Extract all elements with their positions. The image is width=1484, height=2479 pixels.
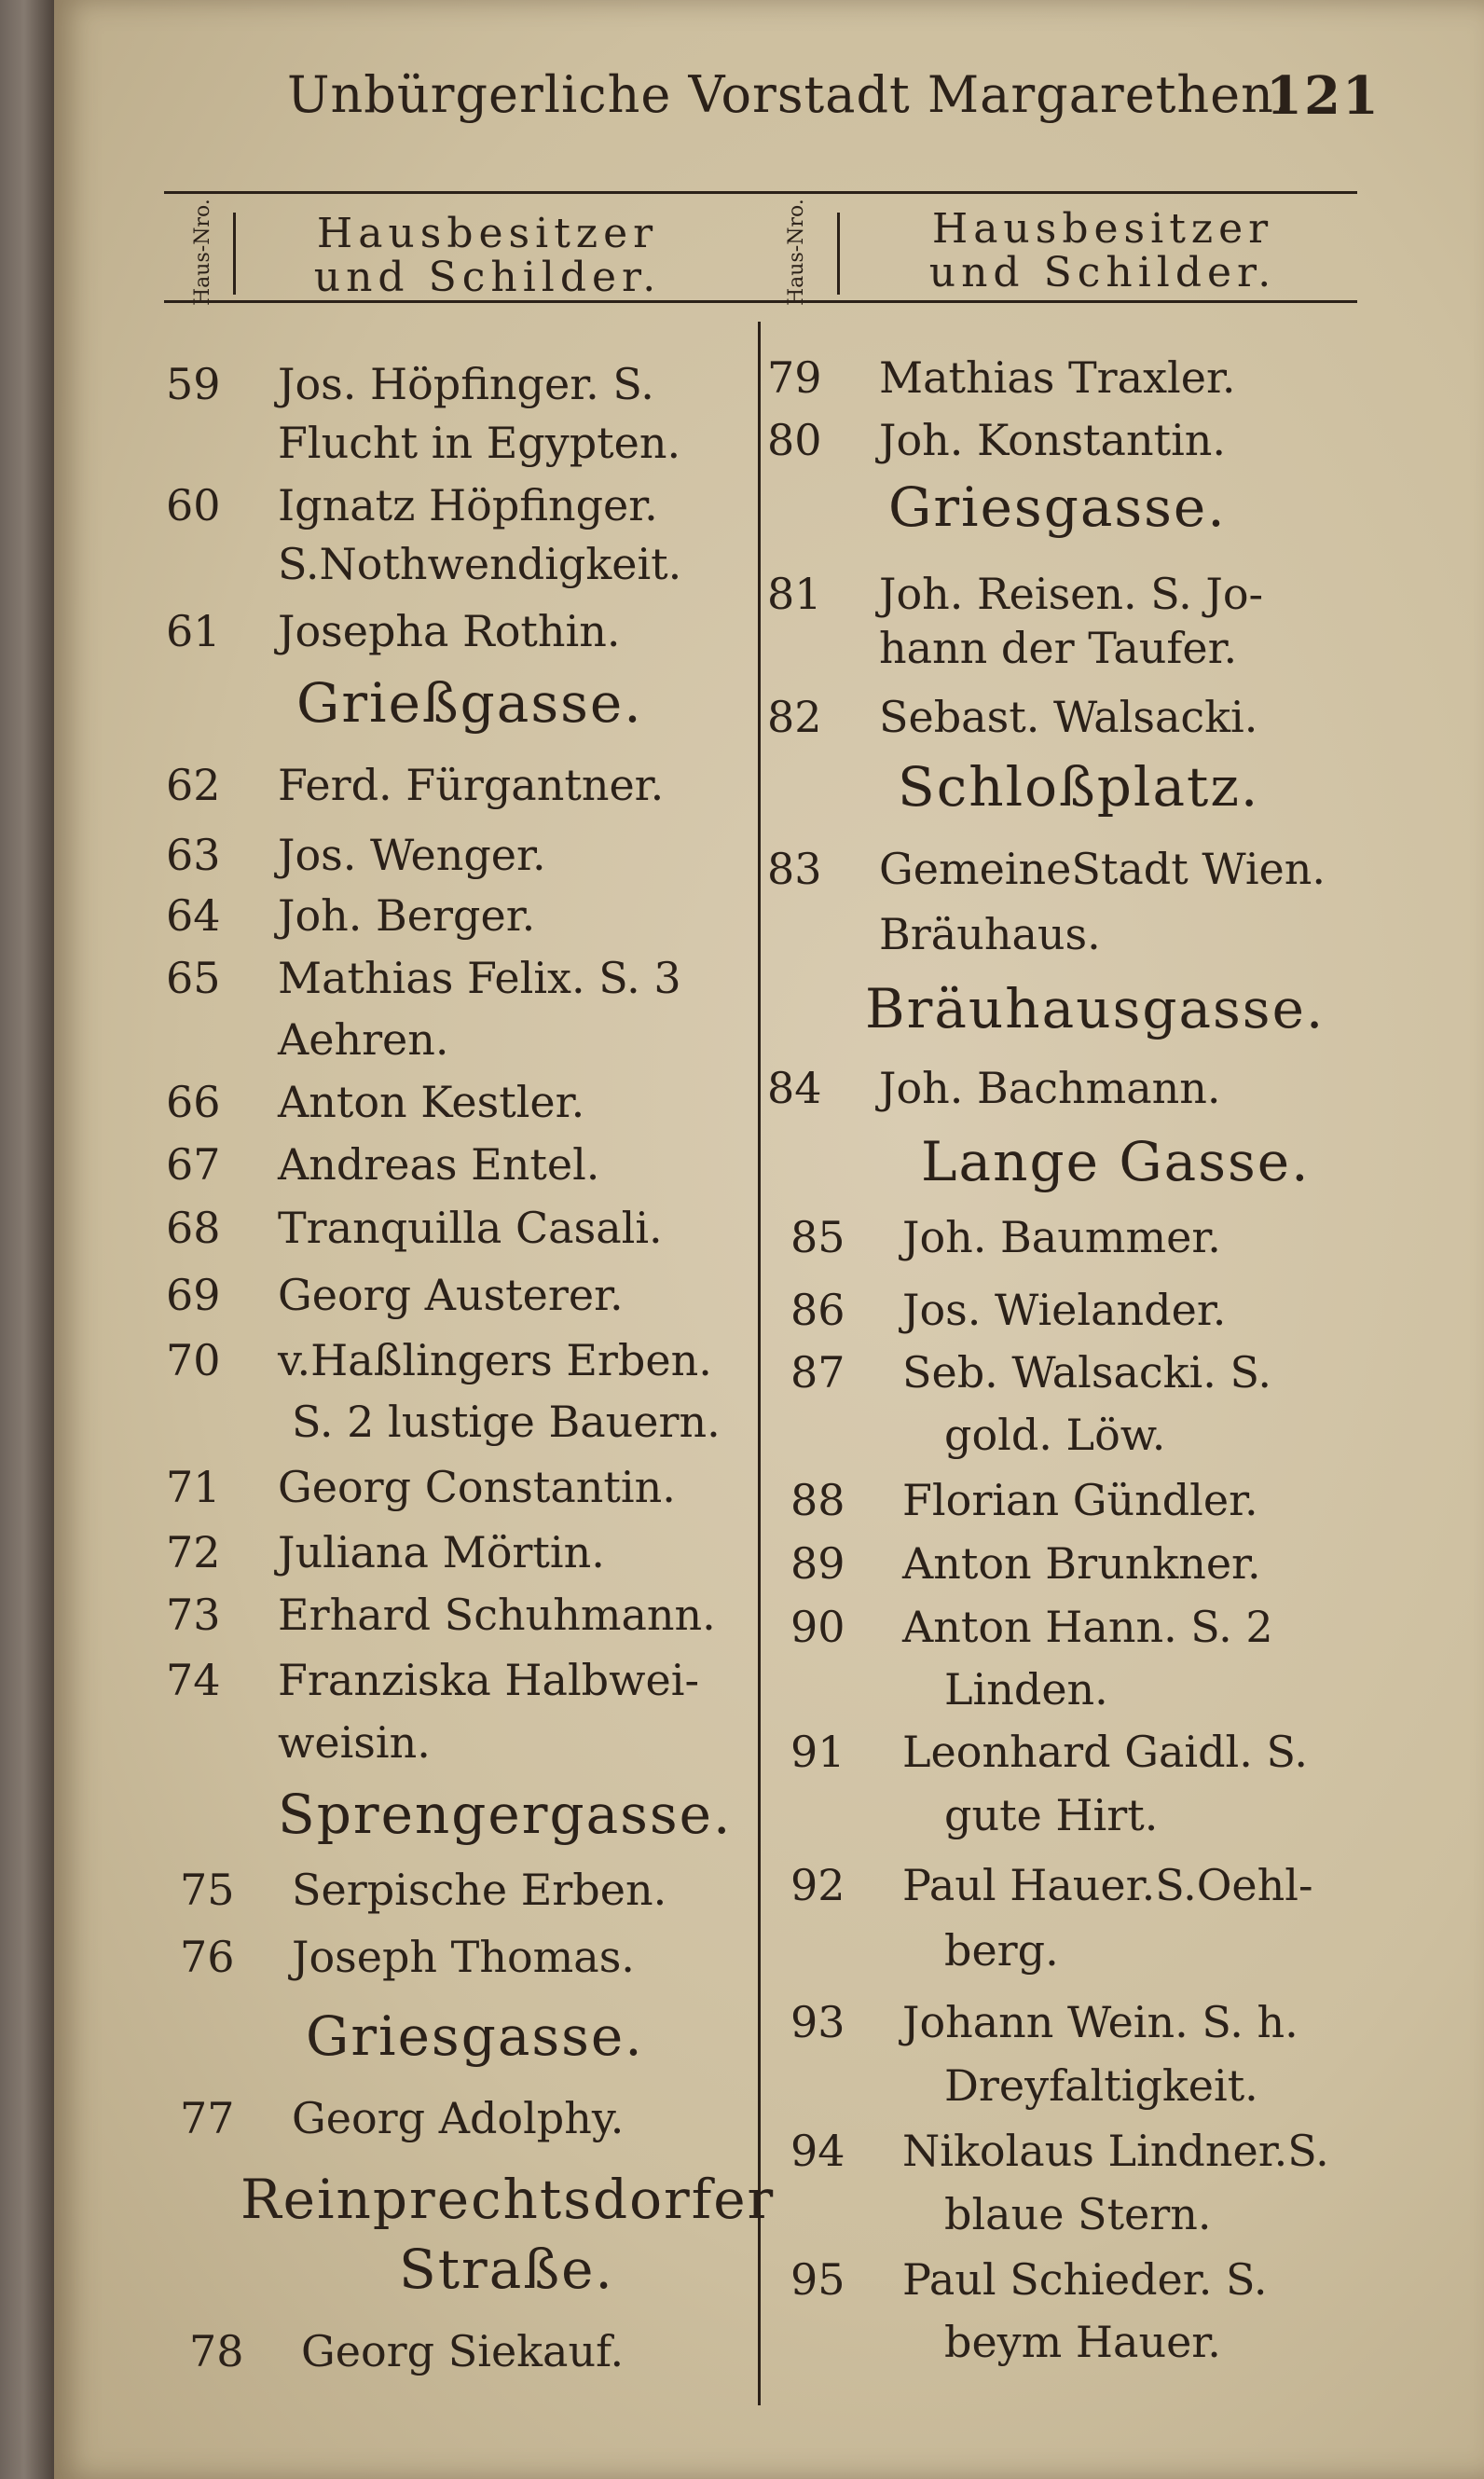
right-num-header: Haus-Nro. [785,199,808,306]
list-item: 80 Joh. Konstantin. [767,415,1227,465]
list-item: 91 Leonhard Gaidl. S. [790,1727,1308,1777]
page-header [287,65,1406,149]
list-item-continuation: Aehren. [278,1014,449,1065]
list-item: 94 Nikolaus Lindner.S. [790,2126,1329,2176]
street-heading: Griesgasse. [306,2004,644,2068]
list-item: 88 Florian Gündler. [790,1475,1258,1525]
left-header-divider [233,213,236,295]
street-heading: Schloßplatz. [898,755,1260,819]
list-item: 85 Joh. Baummer. [790,1212,1221,1262]
column-divider [758,322,761,2405]
list-item: 95 Paul Schieder. S. [790,2254,1268,2305]
book-spine [0,0,54,2479]
list-item: 68 Tranquilla Casali. [166,1203,663,1253]
street-heading: Grießgasse. [296,671,643,735]
running-title: Unbürgerliche Vorstadt Margarethen. [287,65,1292,124]
list-item: 92 Paul Hauer.S.Oehl- [790,1860,1313,1910]
list-item: 79 Mathias Traxler. [767,352,1236,403]
book-page [54,0,1484,2479]
list-item-continuation: S. 2 lustige Bauern. [292,1397,721,1447]
list-item-continuation: Linden. [944,1664,1108,1715]
street-heading: Sprengergasse. [278,1783,733,1846]
list-item: 73 Erhard Schuhmann. [166,1590,716,1640]
list-item: 87 Seb. Walsacki. S. [790,1347,1271,1398]
list-item: 63 Jos. Wenger. [166,830,546,880]
list-item: 86 Jos. Wielander. [790,1285,1227,1335]
list-item: 83 GemeineStadt Wien. [767,844,1326,894]
list-item: 72 Juliana Mörtin. [166,1527,605,1577]
list-item-continuation: Dreyfaltigkeit. [944,2060,1258,2111]
left-owner-header-line1: Hausbesitzer [316,210,659,257]
list-item: 76 Joseph Thomas. [180,1932,635,1982]
list-item: 78 Georg Siekauf. [189,2326,625,2376]
list-item: 82 Sebast. Walsacki. [767,692,1258,742]
list-item: 62 Ferd. Fürgantner. [166,760,665,810]
street-heading: Reinprechtsdorfer [240,2168,776,2231]
list-item-continuation: gold. Löw. [944,1410,1166,1460]
list-item: 70 v.Haßlingers Erben. [166,1335,712,1385]
list-item-continuation: hann der Taufer. [879,623,1238,673]
street-heading: Straße. [399,2238,614,2301]
list-item-continuation: gute Hirt. [944,1790,1159,1840]
list-item: 93 Johann Wein. S. h. [790,1997,1298,2047]
list-item-continuation: beym Hauer. [944,2317,1221,2367]
list-item: 64 Joh. Berger. [166,890,536,941]
page-number: 121 [1266,65,1381,127]
list-item: 69 Georg Austerer. [166,1270,624,1320]
list-item: 74 Franziska Halbwei- [166,1655,699,1705]
list-item: 81 Joh. Reisen. S. Jo- [767,569,1264,619]
street-heading: Lange Gasse. [921,1130,1311,1193]
list-item-continuation: weisin. [278,1717,431,1768]
list-item: 90 Anton Hann. S. 2 [790,1602,1273,1652]
list-item: 84 Joh. Bachmann. [767,1063,1221,1113]
list-item-continuation: S.Nothwendigkeit. [278,539,682,589]
list-item-continuation: Flucht in Egypten. [278,418,681,468]
list-item: 59 Jos. Höpfinger. S. [166,359,654,409]
list-item: 89 Anton Brunkner. [790,1538,1261,1589]
list-item: 75 Serpische Erben. [180,1865,667,1915]
list-item-continuation: blaue Stern. [944,2189,1212,2239]
right-header-divider [837,213,840,295]
list-item: 77 Georg Adolphy. [180,2093,625,2143]
list-item: 71 Georg Constantin. [166,1462,676,1512]
list-item: 60 Ignatz Höpfinger. [166,480,658,530]
header-rule-top [164,191,1357,194]
left-num-header: Haus-Nro. [191,199,214,306]
list-item: 67 Andreas Entel. [166,1139,600,1190]
right-owner-header-line2: und Schilder. [928,249,1277,296]
list-item-continuation: Bräuhaus. [879,909,1101,959]
list-item: 66 Anton Kestler. [166,1077,585,1127]
right-owner-header-line1: Hausbesitzer [931,205,1274,253]
list-item: 65 Mathias Felix. S. 3 [166,953,681,1003]
street-heading: Griesgasse. [888,475,1227,539]
list-item-continuation: berg. [944,1925,1059,1976]
left-owner-header-line2: und Schilder. [313,254,662,301]
street-heading: Bräuhausgasse. [865,977,1326,1040]
list-item: 61 Josepha Rothin. [166,606,621,656]
